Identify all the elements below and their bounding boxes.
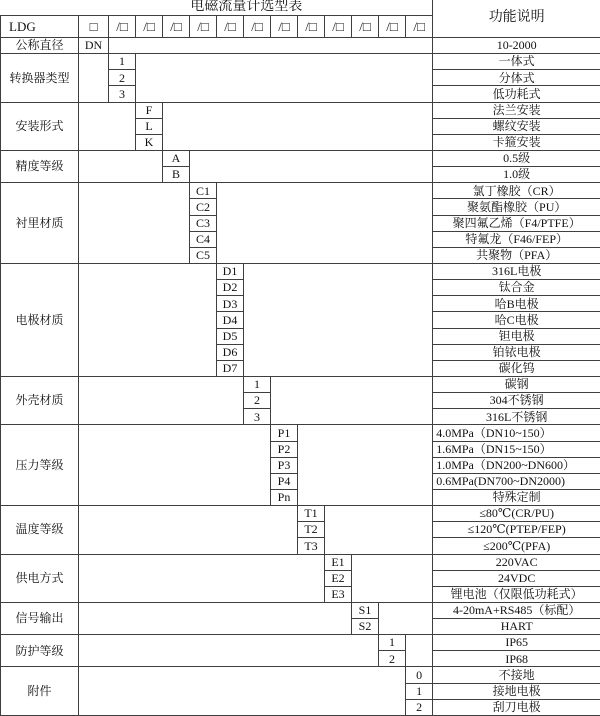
option-code-cell: L (136, 118, 163, 134)
model-option-box-cell: /□ (406, 15, 433, 37)
option-code-cell: D2 (217, 280, 244, 296)
model-option-box-cell: /□ (109, 15, 136, 37)
spacer-cell (406, 635, 433, 667)
model-option-box-cell: /□ (244, 15, 271, 37)
option-code-cell: E2 (325, 570, 352, 586)
model-option-box-cell: /□ (325, 15, 352, 37)
option-desc-cell: 220VAC (433, 554, 600, 570)
option-code-cell: 2 (109, 70, 136, 86)
spacer-cell (79, 54, 109, 102)
category-label: 压力等级 (1, 425, 79, 506)
option-desc-cell: ≤120℃(PTEP/FEP) (433, 522, 600, 538)
option-code-cell: B (163, 167, 190, 183)
model-option-box-cell: /□ (190, 15, 217, 37)
option-desc-cell: 4-20mA+RS485（标配） (433, 602, 600, 618)
option-desc-cell: 特氟龙（F46/FEP） (433, 231, 600, 247)
option-desc-cell: 氯丁橡胶（CR） (433, 183, 600, 199)
spacer-cell (244, 263, 433, 376)
option-desc-cell: 1.0级 (433, 167, 600, 183)
option-code-cell: D3 (217, 296, 244, 312)
option-desc-cell: IP65 (433, 635, 600, 651)
option-desc-cell: 聚四氟乙烯（F4/PTFE） (433, 215, 600, 231)
model-option-box-cell: /□ (217, 15, 244, 37)
category-label: 衬里材质 (1, 183, 79, 264)
option-desc-cell: 0.5级 (433, 150, 600, 166)
category-label: 转换器类型 (1, 54, 79, 102)
spacer-cell (79, 263, 217, 376)
category-label: 外壳材质 (1, 376, 79, 424)
spacer-cell (79, 506, 298, 554)
option-code-cell: 2 (244, 393, 271, 409)
model-option-box-cell: /□ (298, 15, 325, 37)
option-desc-cell: 钽电极 (433, 328, 600, 344)
option-code-cell: 1 (109, 54, 136, 70)
option-desc-cell: 锂电池（仅限低功耗式） (433, 586, 600, 602)
option-desc-cell: 法兰安装 (433, 102, 600, 118)
option-desc-cell: ≤200℃(PFA) (433, 538, 600, 554)
option-code-cell: C4 (190, 231, 217, 247)
option-desc-cell: 碳化钨 (433, 360, 600, 376)
option-code-cell: D4 (217, 312, 244, 328)
option-desc-cell: 0.6MPa(DN700~DN2000) (433, 473, 600, 489)
option-code-cell: T1 (298, 506, 325, 522)
spacer-cell (136, 54, 433, 102)
option-code-cell: 2 (379, 651, 406, 667)
option-desc-cell: 聚氨酯橡胶（PU） (433, 199, 600, 215)
option-code-cell: 1 (379, 635, 406, 651)
spacer-cell (79, 102, 136, 150)
category-label: 信号输出 (1, 602, 79, 634)
spacer-cell (79, 425, 271, 506)
category-label: 温度等级 (1, 506, 79, 554)
option-desc-cell: 不接地 (433, 667, 600, 683)
option-desc-cell: 316L不锈钢 (433, 409, 600, 425)
option-code-cell: P1 (271, 425, 298, 441)
spacer-cell (109, 38, 433, 54)
option-desc-cell: 铂铱电极 (433, 344, 600, 360)
spacer-cell (217, 183, 433, 264)
option-desc-cell: 304不锈钢 (433, 393, 600, 409)
option-code-cell: D1 (217, 263, 244, 279)
option-desc-cell: 1.6MPa（DN15~150） (433, 441, 600, 457)
option-code-cell: T2 (298, 522, 325, 538)
option-code-cell: D5 (217, 328, 244, 344)
option-code-cell: C1 (190, 183, 217, 199)
model-option-box-cell: /□ (136, 15, 163, 37)
category-label: 电极材质 (1, 263, 79, 376)
spacer-cell (352, 554, 433, 602)
option-desc-cell: HART (433, 619, 600, 635)
option-code-cell: S2 (352, 619, 379, 635)
spacer-cell (298, 425, 433, 506)
spacer-cell (163, 102, 433, 150)
option-code-cell: 2 (406, 699, 433, 715)
option-desc-cell: 10-2000 (433, 38, 600, 54)
option-desc-cell: 接地电极 (433, 683, 600, 699)
option-code-cell: F (136, 102, 163, 118)
option-code-cell: E1 (325, 554, 352, 570)
option-code-cell: P2 (271, 441, 298, 457)
option-code-cell: A (163, 150, 190, 166)
option-code-cell: DN (79, 38, 109, 54)
option-code-cell: C5 (190, 247, 217, 263)
option-desc-cell: 哈C电极 (433, 312, 600, 328)
category-label: 公称直径 (1, 38, 79, 54)
option-code-cell: S1 (352, 602, 379, 618)
spacer-cell (79, 554, 325, 602)
model-option-box-cell: /□ (352, 15, 379, 37)
model-option-box-cell: /□ (271, 15, 298, 37)
category-label: 安装形式 (1, 102, 79, 150)
option-desc-cell: 316L电极 (433, 263, 600, 279)
option-code-cell: K (136, 134, 163, 150)
category-label: 供电方式 (1, 554, 79, 602)
option-desc-cell: 钛合金 (433, 280, 600, 296)
option-desc-cell: 卡箍安装 (433, 134, 600, 150)
function-column-header: 功能说明 (433, 0, 600, 38)
spacer-cell (325, 506, 433, 554)
option-code-cell: P3 (271, 457, 298, 473)
option-code-cell: C3 (190, 215, 217, 231)
table-title: 电磁流量计选型表 (1, 0, 433, 15)
model-option-box-cell: /□ (379, 15, 406, 37)
category-label: 附件 (1, 667, 79, 716)
spacer-cell (190, 150, 433, 182)
spacer-cell (79, 635, 379, 667)
option-desc-cell: 24VDC (433, 570, 600, 586)
spacer-cell (379, 602, 433, 634)
option-code-cell: Pn (271, 489, 298, 505)
option-code-cell: 0 (406, 667, 433, 683)
spacer-cell (79, 376, 244, 424)
model-base-box-cell: □ (79, 15, 109, 37)
option-desc-cell: 4.0MPa（DN10~150） (433, 425, 600, 441)
option-desc-cell: 碳钢 (433, 376, 600, 392)
option-code-cell: T3 (298, 538, 325, 554)
option-code-cell: D7 (217, 360, 244, 376)
spacer-cell (79, 667, 406, 716)
option-code-cell: 1 (406, 683, 433, 699)
option-desc-cell: 哈B电极 (433, 296, 600, 312)
option-desc-cell: 低功耗式 (433, 86, 600, 102)
model-option-box-cell: /□ (163, 15, 190, 37)
option-desc-cell: 螺纹安装 (433, 118, 600, 134)
category-label: 精度等级 (1, 150, 79, 182)
option-code-cell: E3 (325, 586, 352, 602)
option-code-cell: 3 (244, 409, 271, 425)
option-desc-cell: 一体式 (433, 54, 600, 70)
category-label: 防护等级 (1, 635, 79, 667)
option-desc-cell: ≤80℃(CR/PU) (433, 506, 600, 522)
option-code-cell: D6 (217, 344, 244, 360)
option-desc-cell: 1.0MPa（DN200~DN600） (433, 457, 600, 473)
model-prefix-cell: LDG (1, 15, 79, 37)
option-desc-cell: 分体式 (433, 70, 600, 86)
option-desc-cell: IP68 (433, 651, 600, 667)
spacer-cell (79, 150, 163, 182)
option-code-cell: P4 (271, 473, 298, 489)
option-desc-cell: 特殊定制 (433, 489, 600, 505)
option-desc-cell: 共聚物（PFA） (433, 247, 600, 263)
spacer-cell (79, 602, 352, 634)
option-code-cell: 3 (109, 86, 136, 102)
option-code-cell: 1 (244, 376, 271, 392)
spacer-cell (271, 376, 433, 424)
option-desc-cell: 刮刀电极 (433, 699, 600, 715)
spacer-cell (79, 183, 190, 264)
option-code-cell: C2 (190, 199, 217, 215)
